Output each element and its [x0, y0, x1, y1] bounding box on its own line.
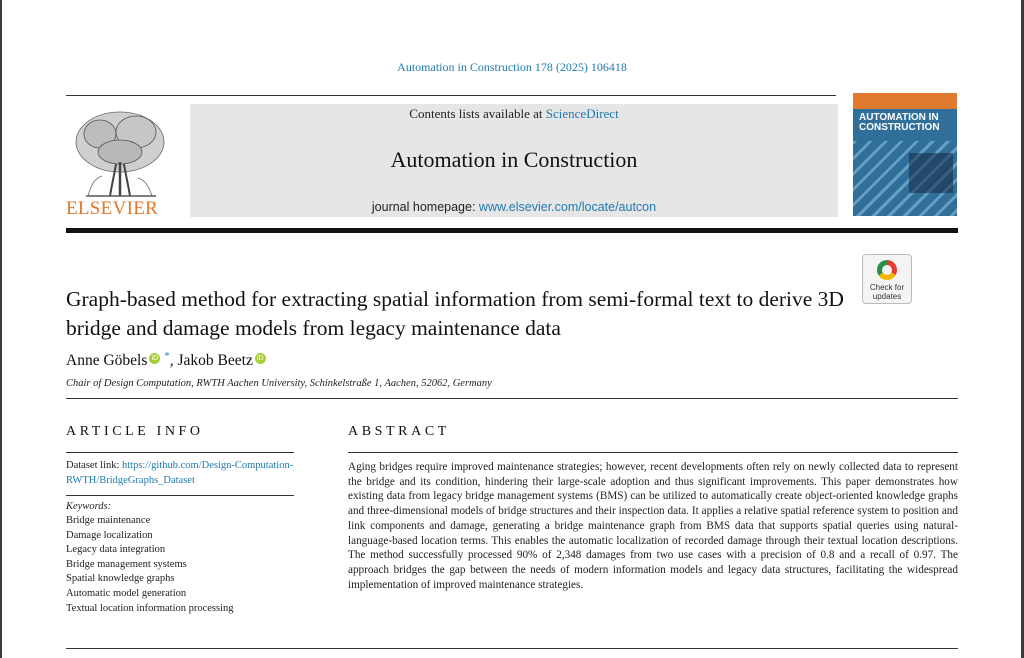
cover-stripe: [853, 93, 957, 109]
keywords-heading: Keywords:: [66, 501, 112, 512]
keyword-item: Damage localization: [66, 529, 153, 541]
check-for-updates-button[interactable]: [862, 254, 912, 304]
orcid-icon[interactable]: iD: [149, 353, 160, 364]
sciencedirect-link[interactable]: ScienceDirect: [545, 106, 619, 121]
check-updates-label: [863, 283, 911, 301]
affiliation: Chair of Design Computation, RWTH Aachen University, Schinkelstraße 1, Aachen, 52062, Germany: [66, 378, 492, 389]
crossmark-icon: [877, 260, 897, 280]
keyword-item: Bridge maintenance: [66, 515, 151, 526]
keyword-item: Textual location information processing: [66, 602, 234, 614]
keywords-rule: [66, 495, 294, 496]
check-updates-line1: Check for: [869, 283, 905, 292]
journal-title: Automation in Construction: [390, 147, 638, 172]
keyword-item: Automatic model generation: [66, 587, 187, 599]
keyword-item: Legacy data integration: [66, 544, 166, 556]
keyword-list: [66, 514, 234, 616]
header-rule: [66, 95, 836, 96]
journal-reference[interactable]: Automation in Construction 178 (2025) 106418: [397, 60, 627, 74]
journal-cover-thumbnail[interactable]: [853, 93, 957, 216]
contents-prefix: Contents lists available at: [409, 106, 546, 121]
abstract-rule: [348, 452, 958, 453]
article-info-rule: [66, 452, 294, 453]
abstract-heading: ABSTRACT: [348, 424, 450, 439]
keyword-item: Bridge management systems: [66, 558, 187, 570]
keyword-item: Spatial knowledge graphs: [66, 573, 175, 585]
author-separator: ,: [169, 352, 178, 369]
abstract-text: Aging bridges require improved maintenance strategies; however, recent developments often rely on newly collected data to represent the bridge and its condition, hindering their large-scale adoption and thus significant improvements. This paper demonstrates how existing data from legacy bridge management systems (BMS) can be utilized to automatically create object-oriented knowledge graphs and three-dimensional models of bridge structures and their inspection data. It applies a relative spatial reference system to position and link components and damage, generating a bridge maintenance graph from BMS data that supports spatial queries using natural-language-based location terms. This enables the automatic localization of recorded damage through their textual location descriptions. The method successfully processed 90% of 2,348 damages from two use cases with a precision of 0.8 and a recall of 0.97. The approach bridges the gap between the needs of modern information models and legacy data structures, facilitating the widespread implementation of improved maintenance strategies.: [348, 461, 958, 591]
dataset-label: Dataset link:: [66, 460, 122, 471]
cover-title-line1: AUTOMATION IN: [859, 112, 939, 123]
orcid-icon[interactable]: iD: [255, 353, 266, 364]
section-rule: [66, 398, 958, 399]
bottom-rule: [66, 648, 958, 649]
cover-panel: [909, 153, 953, 193]
journal-homepage: [190, 200, 838, 214]
author-list: [66, 350, 266, 370]
author-name[interactable]: Jakob Beetz: [177, 352, 253, 369]
homepage-link[interactable]: www.elsevier.com/locate/autcon: [478, 200, 657, 214]
article-info-heading: ARTICLE INFO: [66, 424, 204, 439]
cover-title: [859, 113, 953, 133]
contents-line: [190, 106, 838, 122]
elsevier-wordmark: ELSEVIER: [66, 198, 159, 219]
dataset-link-block: [66, 458, 300, 488]
corresponding-author-mark[interactable]: *: [164, 350, 170, 362]
check-updates-line2: updates: [872, 292, 902, 301]
homepage-prefix: journal homepage:: [371, 200, 479, 214]
author-name[interactable]: Anne Göbels: [66, 352, 148, 369]
dataset-link[interactable]: https://github.com/Design-Computation-RWTH/BridgeGraphs_Dataset: [66, 460, 294, 486]
cover-title-line2: CONSTRUCTION: [859, 122, 940, 133]
page-border-left: [0, 0, 2, 658]
article-title: Graph-based method for extracting spatial information from semi-formal text to derive 3D bridge and damage models from legacy maintenance data: [66, 287, 844, 340]
masthead-thick-rule: [66, 228, 958, 233]
journal-masthead: [190, 104, 838, 217]
